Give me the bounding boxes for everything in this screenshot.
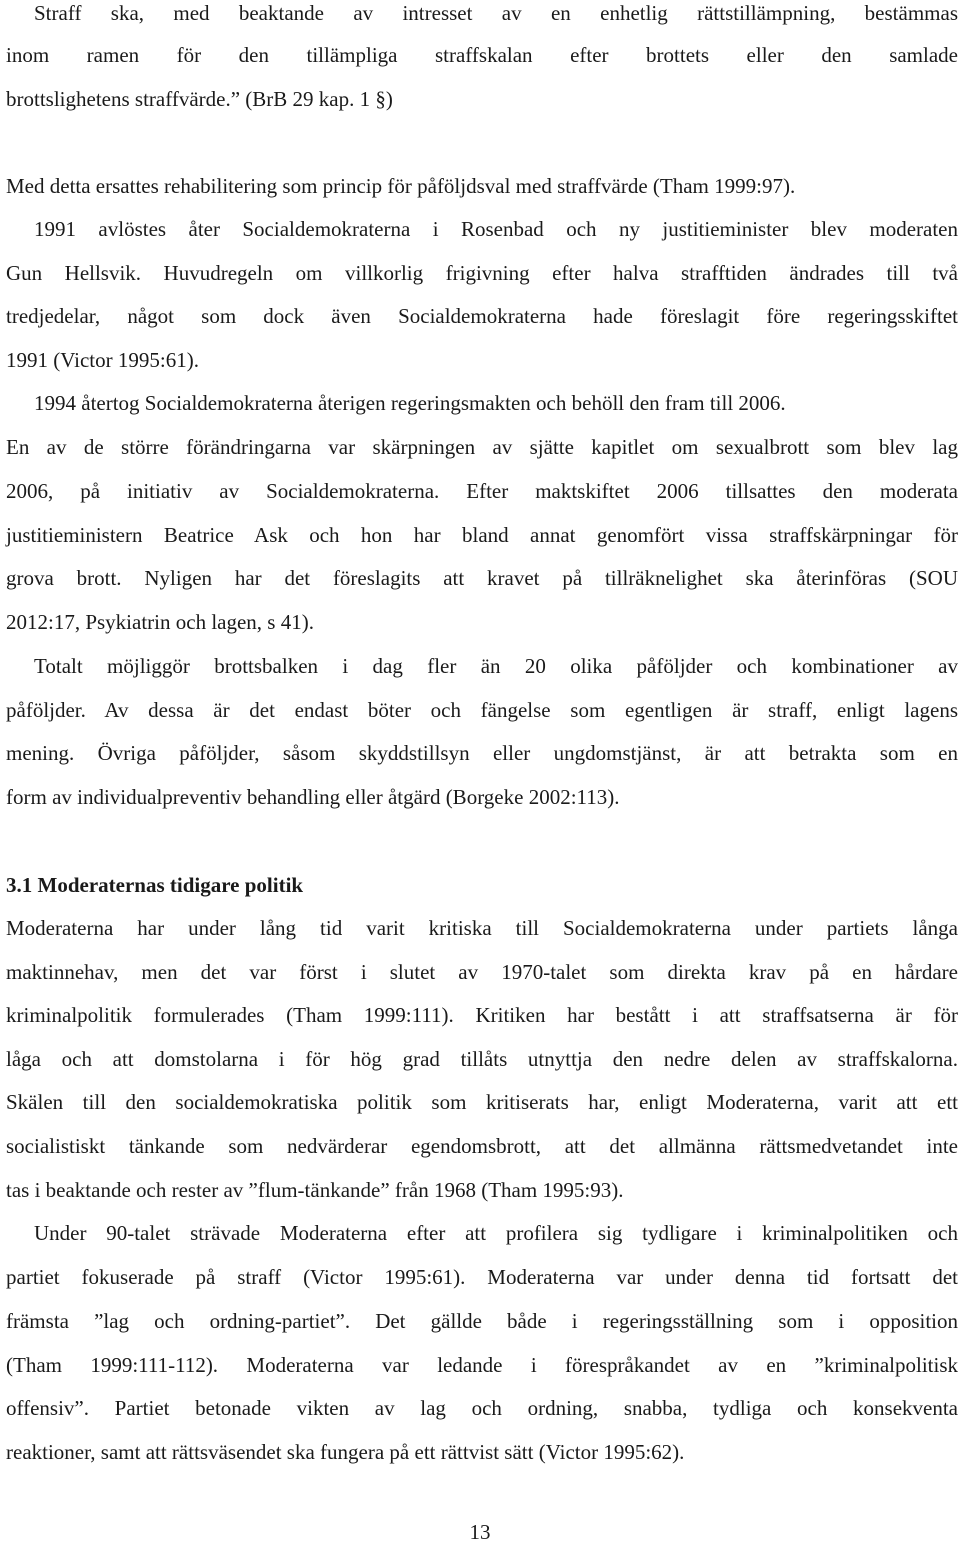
paragraph-line: 1991 avlöstes åter Socialdemokraterna i Rosenbad och ny justitieminister blev moderaten xyxy=(34,217,958,241)
paragraph-line: främsta ”lag och ordning-partiet”. Det gällde både i regeringsställning som i opposition xyxy=(6,1309,958,1333)
paragraph-line: Gun Hellsvik. Huvudregeln om villkorlig frigivning efter halva strafftiden ändrades till två xyxy=(6,261,958,285)
paragraph-line: 2012:17, Psykiatrin och lagen, s 41). xyxy=(6,610,314,634)
paragraph-line: kriminalpolitik formulerades (Tham 1999:111). Kritiken har bestått i att straffsatserna är för xyxy=(6,1003,958,1027)
paragraph-line: Med detta ersattes rehabilitering som princip för påföljdsval med straffvärde (Tham 1999:97). xyxy=(6,174,796,198)
paragraph-line: 1994 återtog Socialdemokraterna återigen regeringsmakten och behöll den fram till 2006. xyxy=(34,391,786,415)
paragraph-line: partiet fokuserade på straff (Victor 1995:61). Moderaterna var under denna tid fortsatt det xyxy=(6,1265,958,1289)
paragraph-line: tas i beaktande och rester av ”flum-tänkande” från 1968 (Tham 1995:93). xyxy=(6,1178,624,1202)
quote-line: brottslighetens straffvärde.” (BrB 29 kap. 1 §) xyxy=(6,87,393,111)
quote-line: Straff ska, med beaktande av intresset av en enhetlig rättstillämpning, bestämmas xyxy=(34,1,958,25)
paragraph-line: reaktioner, samt att rättsväsendet ska fungera på ett rättvist sätt (Victor 1995:62). xyxy=(6,1440,685,1464)
paragraph-line: (Tham 1999:111-112). Moderaterna var ledande i förespråkandet av en ”kriminalpolitisk xyxy=(6,1353,958,1377)
paragraph-line: Skälen till den socialdemokratiska politik som kritiserats har, enligt Moderaterna, varit att ett xyxy=(6,1090,958,1114)
paragraph-line: 2006, på initiativ av Socialdemokraterna. Efter maktskiftet 2006 tillsattes den moderata xyxy=(6,479,958,503)
paragraph-line: Moderaterna har under lång tid varit kritiska till Socialdemokraterna under partiets långa xyxy=(6,916,958,940)
section-heading: 3.1 Moderaternas tidigare politik xyxy=(6,873,304,897)
paragraph-line: justitieministern Beatrice Ask och hon har bland annat genomfört vissa straffskärpningar för xyxy=(6,523,958,547)
paragraph-line: mening. Övriga påföljder, såsom skyddstillsyn eller ungdomstjänst, är att betrakta som en xyxy=(6,741,958,765)
paragraph-line: grova brott. Nyligen har det föreslagits att kravet på tillräknelighet ska återinföras (SOU xyxy=(6,566,958,590)
paragraph-line: Under 90-talet strävade Moderaterna efter att profilera sig tydligare i kriminalpolitiken och xyxy=(34,1221,958,1245)
paragraph-line: offensiv”. Partiet betonade vikten av lag och ordning, snabba, tydliga och konsekventa xyxy=(6,1396,958,1420)
paragraph-line: En av de större förändringarna var skärpningen av sjätte kapitlet om sexualbrott som blev lag xyxy=(6,435,958,459)
paragraph-line: tredjedelar, något som dock även Socialdemokraterna hade föreslagit före regeringsskiftet xyxy=(6,304,958,328)
paragraph-line: påföljder. Av dessa är det endast böter och fängelse som egentligen är straff, enligt lagens xyxy=(6,698,958,722)
paragraph-line: socialistiskt tänkande som nedvärderar egendomsbrott, att det allmänna rättsmedvetandet inte xyxy=(6,1134,958,1158)
paragraph-line: låga och att domstolarna i för hög grad tillåts utnyttja den nedre delen av straffskalorna. xyxy=(6,1047,958,1071)
page-number: 13 xyxy=(469,1520,491,1544)
quote-line: inom ramen för den tillämpliga straffskalan efter brottets eller den samlade xyxy=(6,43,958,67)
paragraph-line: maktinnehav, men det var först i slutet av 1970-talet som direkta krav på en hårdare xyxy=(6,960,958,984)
paragraph-line: Totalt möjliggör brottsbalken i dag fler än 20 olika påföljder och kombinationer av xyxy=(34,654,958,678)
paragraph-line: form av individualpreventiv behandling eller åtgärd (Borgeke 2002:113). xyxy=(6,785,620,809)
paragraph-line: 1991 (Victor 1995:61). xyxy=(6,348,199,372)
